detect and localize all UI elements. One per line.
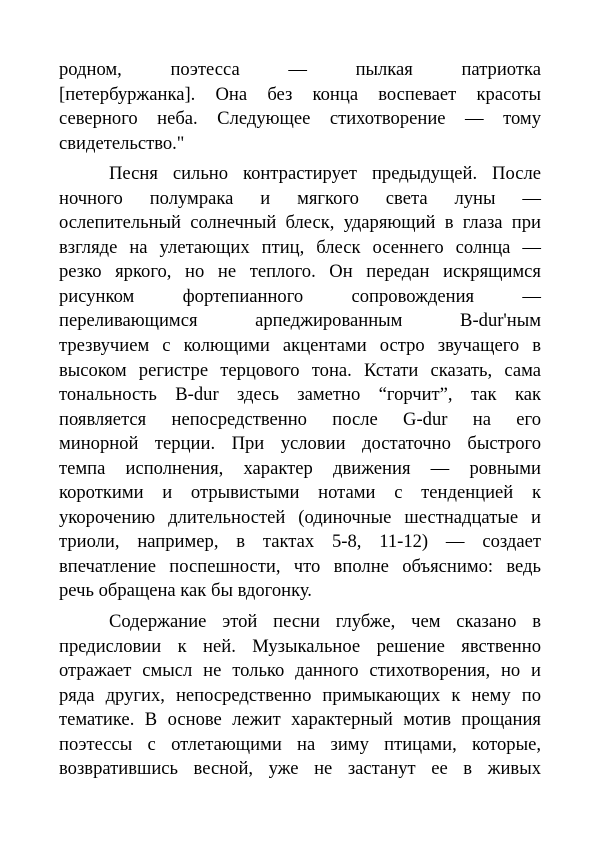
- text-line: северного неба. Следующее стихотворение — тому: [59, 108, 541, 130]
- text-line: ночного полумрака и мягкого света луны —: [59, 187, 541, 209]
- text-line: укорочению длительностей (одиночные шестнадцатые и: [59, 506, 541, 528]
- text-line: Песня сильно контрастирует предыдущей. После: [109, 163, 541, 185]
- text-line: появляется непосредственно после G-dur на его: [59, 408, 541, 430]
- paragraph-2: [59, 162, 541, 604]
- text-line: рисунком фортепианного сопровождения —: [59, 285, 541, 307]
- text-line: ряда других, непосредственно примыкающих к нему по: [59, 684, 541, 706]
- paragraph-1: [59, 58, 541, 156]
- text-line: тональность B-dur здесь заметно “горчит”, так как: [59, 384, 541, 406]
- text-line: Содержание этой песни глубже, чем сказано в: [109, 611, 541, 633]
- paragraph-3: [59, 610, 541, 782]
- text-line: высоком регистре терцового тона. Кстати сказать, сама: [59, 359, 541, 381]
- text-line: впечатление поспешности, что вполне объяснимо: ведь: [59, 555, 541, 577]
- text-line: [петербуржанка]. Она без конца воспевает красоты: [59, 83, 541, 105]
- document-page: [59, 58, 541, 782]
- text-line: взгляде на улетающих птиц, блеск осеннего солнца —: [59, 236, 541, 258]
- text-line: короткими и отрывистыми нотами с тенденцией к: [59, 482, 541, 504]
- text-line: резко яркого, но не теплого. Он передан искрящимся: [59, 261, 541, 283]
- text-line: минорной терции. При условии достаточно быстрого: [59, 433, 541, 455]
- text-line: предисловии к ней. Музыкальное решение явственно: [59, 635, 541, 657]
- text-line: тематике. В основе лежит характерный мотив прощания: [59, 709, 541, 731]
- text-line: триоли, например, в тактах 5-8, 11-12) — создает: [59, 531, 541, 553]
- text-line: ослепительный солнечный блеск, ударяющий в глаза при: [59, 212, 541, 234]
- text-line: родном, поэтесса — пылкая патриотка: [59, 59, 541, 80]
- text-line: свидетельство.": [59, 132, 185, 154]
- text-line: отражает смысл не только данного стихотворения, но и: [59, 660, 541, 682]
- text-line: трезвучием с колющими акцентами остро звучащего в: [59, 335, 541, 357]
- text-line: переливающимся арпеджированным B-dur'ным: [59, 310, 541, 332]
- text-line: речь обращена как бы вдогонку.: [59, 580, 312, 602]
- text-line: темпа исполнения, характер движения — ровными: [59, 457, 541, 479]
- text-line: возвратившись весной, уже не застанут ее в живых: [59, 758, 541, 780]
- text-line: поэтессы с отлетающими на зиму птицами, которые,: [59, 733, 541, 755]
